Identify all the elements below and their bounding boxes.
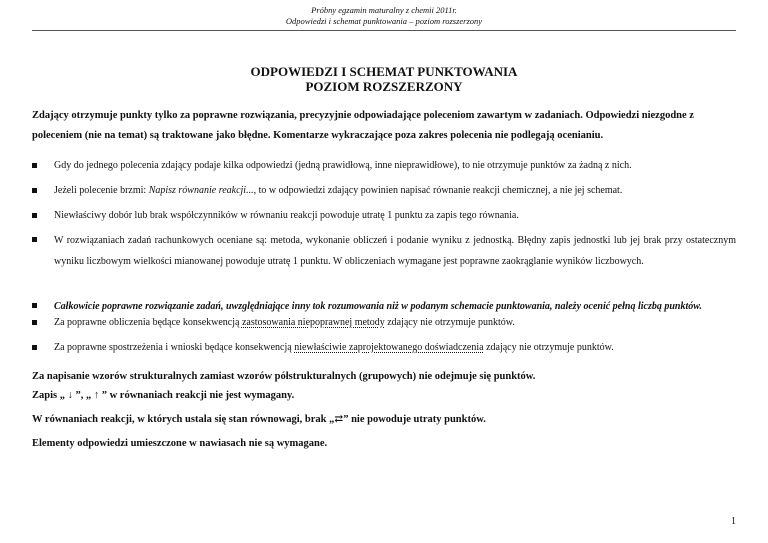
bullet-text-part: Za poprawne spostrzeżenia i wnioski będące konsekwencją — [54, 342, 295, 353]
note-text-part: ” nie powoduje utraty punktów. — [343, 414, 486, 425]
bullet-square-icon — [32, 303, 37, 308]
bullet-text-part: zdający nie otrzymuje punktów. — [384, 317, 515, 328]
note-brackets: Elementy odpowiedzi umieszczone w nawiasach nie są wymagane. — [32, 438, 328, 449]
bullet-text — [54, 313, 736, 332]
note-arrows: Zapis „ ↓ ”, „ ↑ ” w równaniach reakcji nie jest wymagany. — [32, 390, 295, 401]
bullet-text-part: zdający nie otrzymuje punktów. — [483, 342, 614, 353]
title-line-1: ODPOWIEDZI I SCHEMAT PUNKTOWANIA — [250, 64, 518, 79]
note-structural-formulas: Za napisanie wzorów strukturalnych zamiast wzorów półstrukturalnych (grupowych) nie odejmuje się punktów. — [32, 371, 536, 382]
title-line-2: POZIOM ROZSZERZONY — [305, 79, 463, 94]
bullet-square-icon — [32, 188, 37, 193]
intro-paragraph: Zdający otrzymuje punkty tylko za poprawne rozwiązania, precyzyjnie odpowiadające poleceniom zawartym w zadaniach. Odpowiedzi niezgodne z poleceniem (nie na temat) są traktowane jako błędne. Komentarze wykraczające poza zakres polecenia nie podlegają ocenianiu. — [32, 110, 694, 141]
bullet-text: W rozwiązaniach zadań rachunkowych oceniane są: metoda, wykonanie obliczeń i podanie wyniku z jednostką. Błędny zapis jednostki lub jej brak przy ostatecznym wyniku liczbowym wielkości mianowanej powoduje utratę 1 punktu. W obliczeniach wymagane jest poprawne zaokrąglanie wyników liczbowych. — [54, 235, 736, 267]
header-line-1: Próbny egzamin maturalny z chemii 2011r. — [311, 5, 457, 15]
bullet-square-icon — [32, 237, 37, 242]
bullet-square-icon — [32, 163, 37, 168]
bullet-square-icon — [32, 345, 37, 350]
equilibrium-arrows-icon: ⇄ — [334, 414, 344, 425]
page-number: 1 — [731, 516, 736, 527]
bullet-square-icon — [32, 213, 37, 218]
header-line-2: Odpowiedzi i schemat punktowania – poziom rozszerzony — [285, 16, 483, 26]
bullet-square-icon — [32, 320, 37, 325]
bullet-italic-part: Napisz równanie reakcji... — [148, 185, 254, 196]
bullet-text: Niewłaściwy dobór lub brak współczynników w równaniu reakcji powoduje utratę 1 punktu za zapis tego równania. — [54, 210, 519, 221]
bullet-text: Całkowicie poprawne rozwiązanie zadań, uwzględniające inny tok rozumowania niż w podanym schemacie punktowania, należy ocenić pełną liczbą punktów. — [54, 301, 703, 312]
bullet-text — [54, 181, 736, 200]
bullet-text-part: Jeżeli polecenie brzmi: — [54, 185, 149, 196]
note-equilibrium — [32, 413, 736, 427]
bullet-underlined-part: zastosowania niepoprawnej metody — [241, 317, 385, 328]
note-text-part: W równaniach reakcji, w których ustala się stan równowagi, brak „ — [32, 414, 335, 425]
bullet-underlined-part: niewłaściwie zaprojektowanego doświadczenia — [294, 342, 484, 353]
bullet-text-part: , to w odpowiedzi zdający powinien napisać równanie reakcji chemicznej, a nie jej schemat. — [253, 185, 623, 196]
header-divider — [32, 30, 736, 31]
bullet-text-part: Za poprawne obliczenia będące konsekwencją — [54, 317, 242, 328]
bullet-text: Gdy do jednego polecenia zdający podaje kilka odpowiedzi (jedną prawidłową, inne nieprawidłowe), to nie otrzymuje punktów za żadną z nich. — [54, 160, 632, 171]
bullet-text — [54, 338, 736, 357]
